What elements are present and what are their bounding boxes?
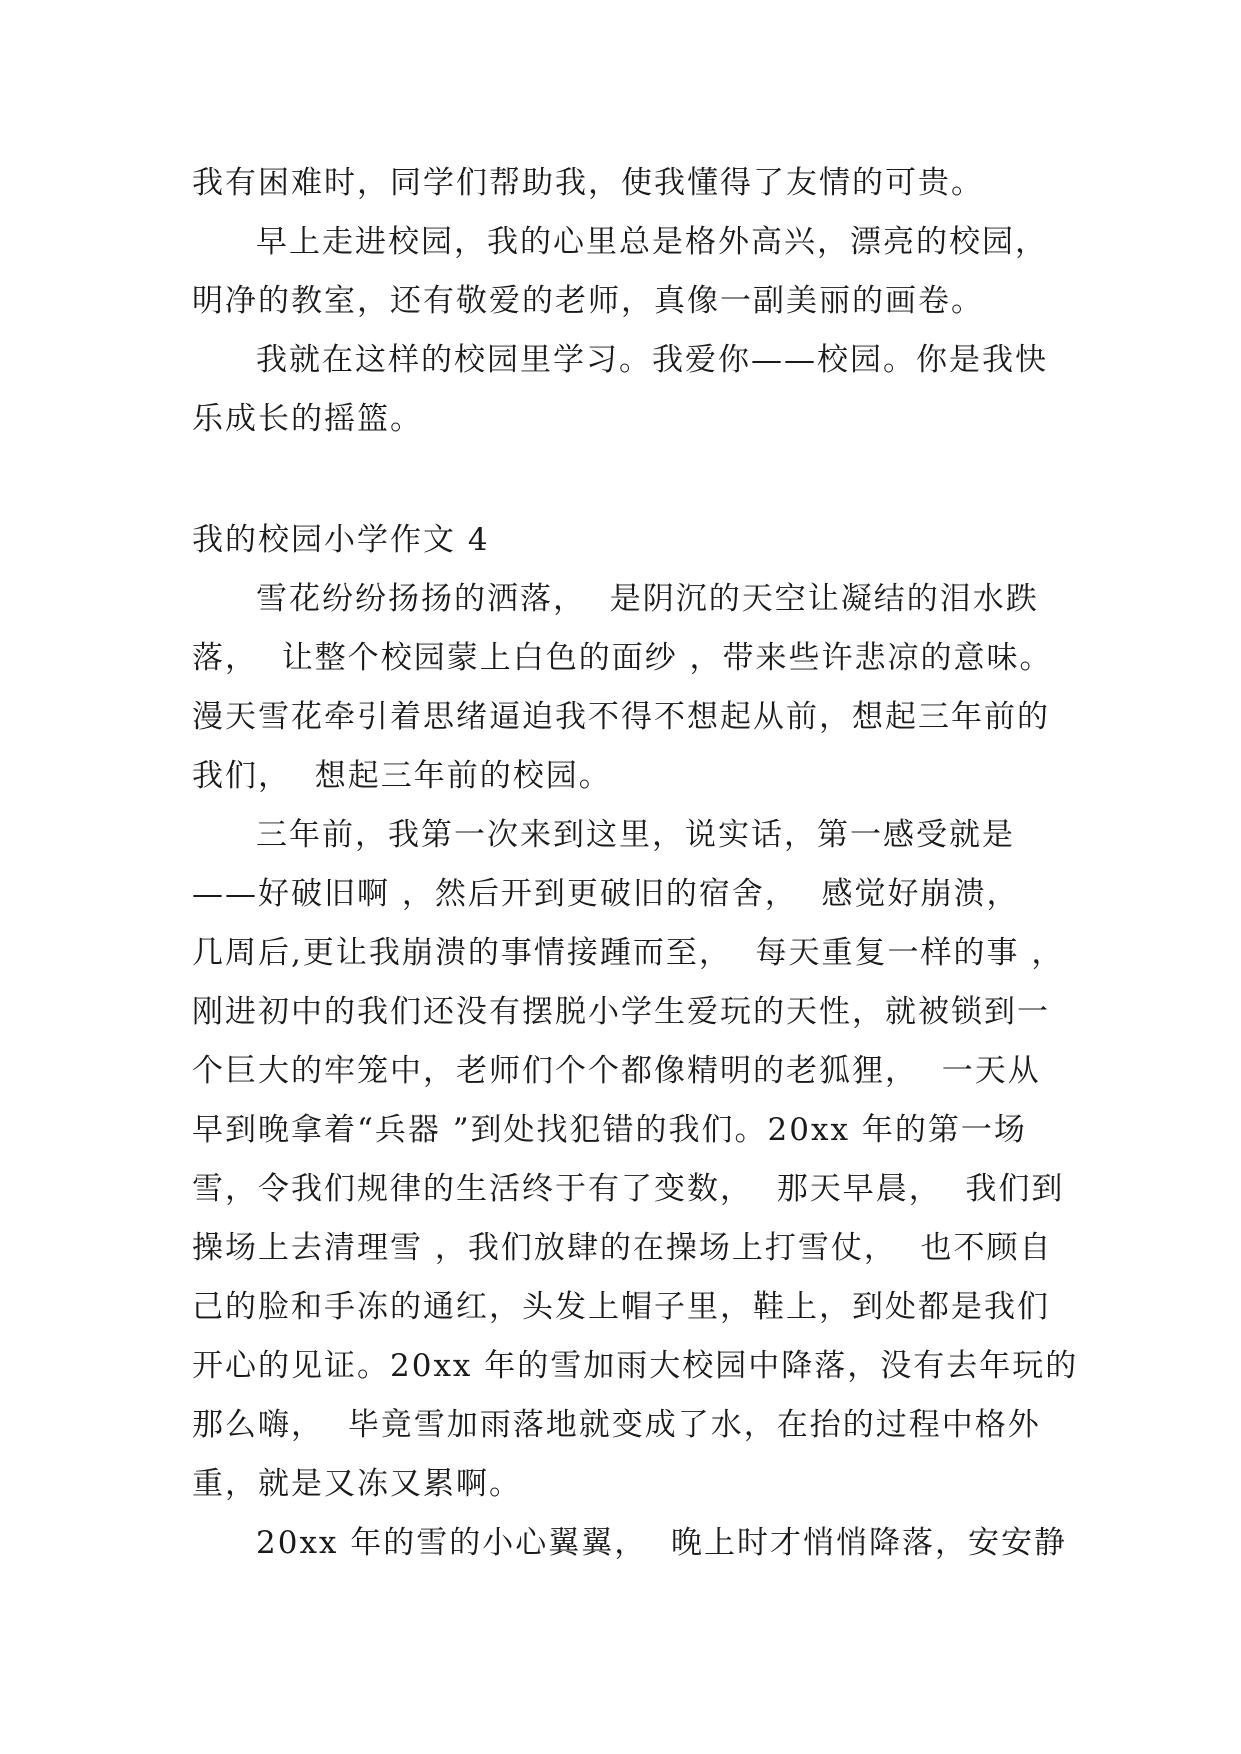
text-line: 雪，令我们规律的生活终于有了变数， 那天早晨， 我们到 [192,1171,1065,1207]
text-line: 那么嗨， 毕竟雪加雨落地就变成了水，在抬的过程中格外 [192,1407,1041,1443]
paragraph [192,154,1072,213]
document-page [192,154,1079,1573]
text-line: 刚进初中的我们还没有摆脱小学生爱玩的天性，就被锁到一 [192,994,1050,1030]
text-line: 落， 让整个校园蒙上白色的面纱 ，带来些许悲凉的意味。 [192,640,1053,676]
paragraph [192,570,1072,806]
paragraph [192,213,1072,331]
text-line: 己的脸和手冻的通红，头发上帽子里，鞋上，到处都是我们 [192,1289,1050,1325]
text-line: 几周后,更让我崩溃的事情接踵而至， 每天重复一样的事 ， [192,935,1065,971]
text-line: 个巨大的牢笼中，老师们个个都像精明的老狐狸， 一天从 [192,1053,1041,1089]
text-line: 20xx 年的雪的小心翼翼， 晚上时才悄悄降落，安安静 [256,1525,1067,1561]
text-line: ——好破旧啊 ，然后开到更破旧的宿舍， 感觉好崩溃， [192,876,1020,912]
paragraph [192,1514,1072,1573]
paragraph [192,806,1079,1514]
text-line: 我有困难时，同学们帮助我，使我懂得了友情的可贵。 [192,165,984,201]
section-title: 我的校园小学作文 4 [192,522,490,558]
text-line: 乐成长的摇篮。 [192,401,423,437]
text-line: 早到晚拿着“兵器 ”到处找犯错的我们。20xx 年的第一场 [192,1112,1027,1148]
paragraph [192,331,1072,449]
text-line: 早上走进校园，我的心里总是格外高兴，漂亮的校园， [256,224,1048,260]
text-line: 我就在这样的校园里学习。我爱你——校园。你是我快 [256,342,1048,378]
text-line: 明净的教室，还有敬爱的老师，真像一副美丽的画卷。 [192,283,984,319]
text-line: 开心的见证。20xx 年的雪加雨大校园中降落，没有去年玩的 [192,1348,1079,1384]
text-line: 漫天雪花牵引着思绪逼迫我不得不想起从前，想起三年前的 [192,699,1050,735]
text-line: 雪花纷纷扬扬的洒落， 是阴沉的天空让凝结的泪水跌 [256,581,1039,617]
text-line: 我们， 想起三年前的校园。 [192,758,612,794]
text-line: 操场上去清理雪 ，我们放肆的在操场上打雪仗， 也不顾自 [192,1230,1053,1266]
text-line: 重，就是又冻又累啊。 [192,1466,522,1502]
text-line: 三年前，我第一次来到这里，说实话，第一感受就是 [256,817,1015,853]
